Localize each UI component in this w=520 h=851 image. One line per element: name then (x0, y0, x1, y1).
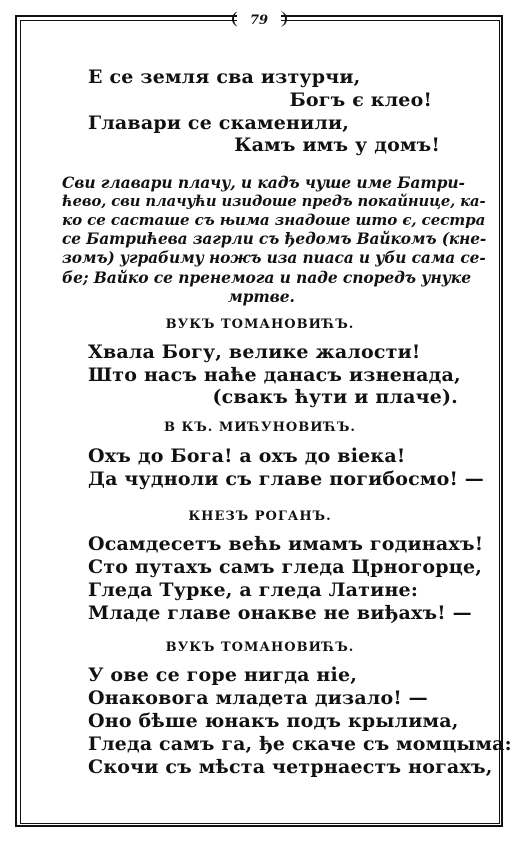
verse-line: Оно бѣше юнакъ подъ крылима, (88, 710, 459, 732)
verse-line: У ове се горе нигда ніе, (88, 664, 358, 686)
verse-line: Сто путахъ самъ гледа Црногорце, (88, 556, 483, 578)
speaker-heading: КНЕЗЪ РОГАНЪ. (188, 509, 332, 524)
verse-line: Главари се скаменили, (88, 112, 350, 134)
verse-line: Младе главе онакве не виђахъ! — (88, 602, 472, 624)
verse-line: Гледа самъ га, ђе скаче съ момцыма: (88, 733, 512, 755)
prose-line: бе; Вайко се пренемога и паде споредъ унуке (62, 268, 471, 287)
speaker-heading: ВУКЪ ТОМАНОВИЋЪ. (165, 640, 355, 655)
prose-line: ко се састаше съ њима знадоше што є, сестра (62, 211, 486, 229)
page-number-box (237, 8, 281, 32)
verse-line: Богъ є клео! (289, 89, 432, 111)
prose-line: ћево, сви плачући изидоше предъ покайнице, ка- (62, 193, 486, 210)
speaker-heading: В КЪ. МИЋУНОВИЋЪ. (164, 420, 356, 435)
verse-line: Онаковога младета дизало! — (88, 687, 428, 709)
verse-line: Е се земля сва изтурчи, (88, 66, 361, 88)
speaker-heading: ВУКЪ ТОМАНОВИЋЪ. (165, 317, 355, 332)
prose-line: Сви главари плачу, и кадъ чуше име Батри- (62, 173, 465, 192)
verse-line: Гледа Турке, а гледа Латине: (88, 579, 419, 601)
verse-line: (свакъ ћути и плаче). (212, 386, 458, 408)
verse-line: Камъ имъ у домъ! (234, 134, 440, 156)
verse-line: Што насъ наће данасъ изненада, (88, 364, 461, 386)
prose-line: зомъ) уграбиму ножъ иза пиаса и уби сама се- (62, 249, 486, 267)
prose-line: се Батрићева загрли съ ђедомъ Вайкомъ (кне- (62, 230, 487, 248)
verse-line: Да чудноли съ главе погибосмо! — (88, 468, 485, 490)
prose-line: мртве. (228, 287, 295, 306)
verse-line: Осамдесетъ већь имамъ годинахъ! (88, 533, 484, 555)
verse-line: Охъ до Бога! а охъ до віека! (88, 445, 406, 467)
verse-line: Скочи съ мѣста четрнаестъ ногахъ, (88, 756, 493, 778)
page-number: 79 (249, 12, 269, 28)
verse-line: Хвала Богу, велике жалости! (88, 341, 421, 363)
